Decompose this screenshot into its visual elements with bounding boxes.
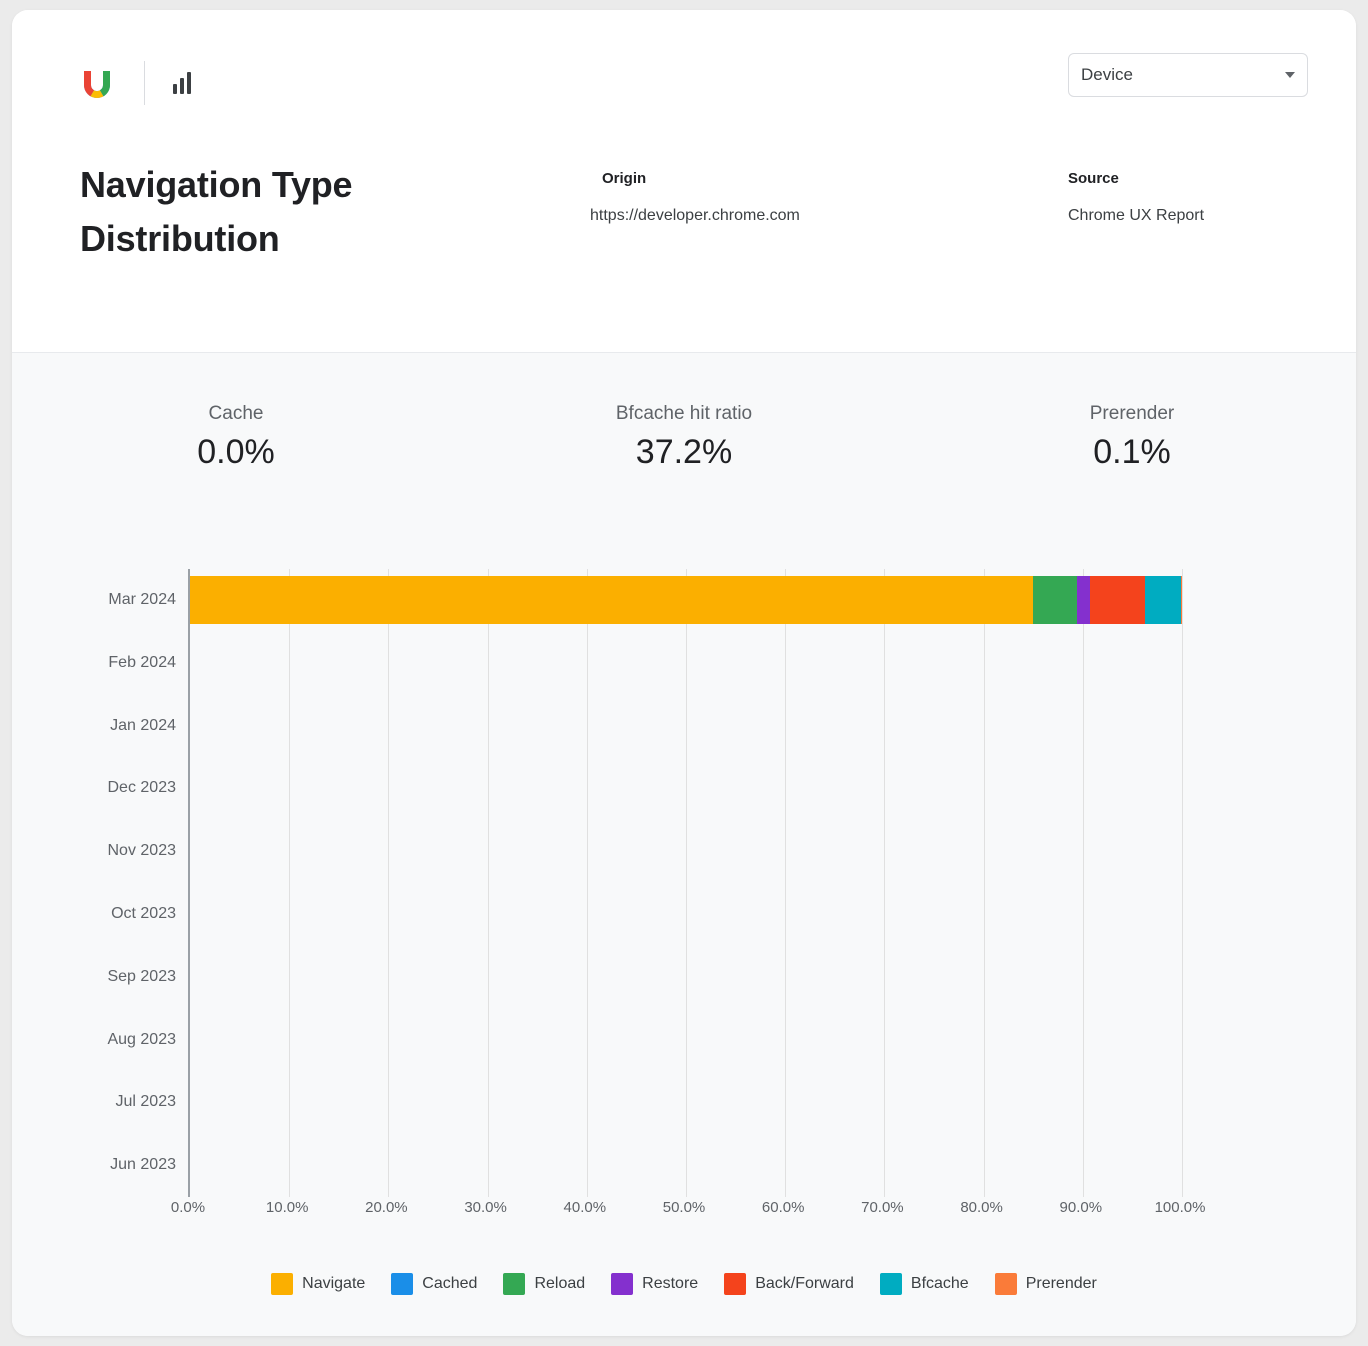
chart-y-tick-label: Jan 2024: [110, 716, 176, 734]
legend-label: Cached: [422, 1275, 478, 1292]
chart-row: [108, 569, 1180, 632]
chart-x-tick-label: 50.0%: [662, 1199, 706, 1216]
chart-y-tick-label: Feb 2024: [108, 653, 176, 671]
chart-row: [115, 1071, 1180, 1134]
report-card: [12, 10, 1356, 1336]
chart-x-tick-label: 30.0%: [464, 1199, 507, 1216]
summary-stats: [12, 403, 1356, 472]
navigation-type-chart: [12, 551, 1356, 1241]
legend-item-back-forward[interactable]: [724, 1273, 854, 1295]
stat-cache: [12, 403, 460, 472]
chart-x-tick-label: 100.0%: [1154, 1199, 1206, 1216]
chart-y-tick-label: Sep 2023: [107, 967, 176, 985]
chart-y-tick-label: Nov 2023: [107, 842, 176, 860]
legend-label: Bfcache: [910, 1275, 969, 1292]
legend-item-reload[interactable]: [503, 1273, 585, 1295]
origin-value: https://developer.chrome.com: [590, 207, 800, 224]
stat-value: 37.2%: [635, 433, 733, 471]
chart-row: [110, 695, 1180, 758]
report-header: [12, 10, 1356, 353]
stat-bfcache-hit-ratio: [460, 403, 908, 472]
bar-segment-navigate[interactable]: [190, 576, 1033, 624]
stat-label: Cache: [208, 403, 264, 424]
stat-prerender: [908, 403, 1356, 472]
chart-x-tick-label: 80.0%: [960, 1199, 1003, 1216]
stacked-bar[interactable]: [190, 576, 1182, 624]
chrome-ux-logo-icon: [80, 66, 114, 100]
bar-chart-icon[interactable]: [173, 72, 191, 94]
device-selector[interactable]: [1068, 53, 1308, 97]
stat-label: Prerender: [1089, 403, 1175, 424]
chart-row: [111, 883, 1180, 946]
brand-row: [80, 55, 191, 111]
chart-legend: [12, 1273, 1356, 1295]
legend-label: Restore: [642, 1275, 699, 1292]
chart-row: [110, 1134, 1180, 1197]
source-block: [1068, 170, 1204, 225]
legend-item-navigate[interactable]: [271, 1273, 365, 1295]
bar-segment-prerender[interactable]: [1181, 576, 1182, 624]
chart-x-tick-label: 10.0%: [265, 1199, 309, 1216]
device-selector-label: Device: [1081, 65, 1133, 84]
legend-label: Reload: [534, 1275, 586, 1292]
chevron-down-icon: [1285, 72, 1295, 78]
legend-swatch: [995, 1273, 1017, 1295]
legend-label: Prerender: [1025, 1275, 1097, 1292]
bar-segment-back-forward[interactable]: [1090, 576, 1146, 624]
legend-label: Back/Forward: [755, 1275, 854, 1292]
chart-row: [107, 946, 1180, 1009]
stat-label: Bfcache hit ratio: [615, 403, 753, 424]
chart-x-tick-label: 20.0%: [365, 1199, 408, 1216]
legend-swatch: [271, 1273, 293, 1295]
report-body: [12, 353, 1356, 1336]
chart-row: [107, 1009, 1180, 1072]
chart-y-tick-label: Oct 2023: [111, 905, 176, 922]
chart-y-tick-label: Dec 2023: [107, 779, 176, 797]
chart-x-tick-label: 60.0%: [761, 1199, 805, 1216]
legend-swatch: [724, 1273, 746, 1295]
chart-y-tick-label: Jul 2023: [115, 1093, 176, 1111]
legend-item-bfcache[interactable]: [880, 1273, 969, 1295]
chart-y-tick-label: Mar 2024: [108, 591, 176, 608]
chart-x-tick-label: 70.0%: [861, 1199, 904, 1216]
bar-segment-reload[interactable]: [1033, 576, 1077, 624]
chart-plot-area: [107, 569, 1180, 1197]
chart-x-axis: [170, 1199, 1206, 1229]
source-value: Chrome UX Report: [1068, 207, 1205, 224]
stat-value: 0.1%: [1093, 433, 1171, 471]
chart-x-tick-label: 90.0%: [1059, 1199, 1103, 1216]
legend-swatch: [391, 1273, 413, 1295]
legend-swatch: [880, 1273, 902, 1295]
legend-item-prerender[interactable]: [995, 1273, 1097, 1295]
legend-item-restore[interactable]: [611, 1273, 698, 1295]
chart-y-tick-label: Jun 2023: [110, 1156, 176, 1174]
chart-x-tick-label: 40.0%: [563, 1199, 607, 1216]
stat-value: 0.0%: [197, 433, 275, 471]
origin-label: Origin: [602, 170, 647, 187]
chart-row: [107, 757, 1180, 820]
legend-swatch: [503, 1273, 525, 1295]
origin-block: [590, 170, 800, 225]
chart-row: [107, 820, 1180, 883]
legend-label: Navigate: [302, 1275, 366, 1292]
chart-row: [108, 632, 1180, 695]
chart-x-tick-label: 0.0%: [170, 1199, 206, 1216]
source-label: Source: [1068, 170, 1119, 187]
chart-gridline: [1182, 569, 1183, 1197]
legend-item-cached[interactable]: [391, 1273, 477, 1295]
chart-y-tick-label: Aug 2023: [107, 1030, 176, 1048]
legend-swatch: [611, 1273, 633, 1295]
page-title: Navigation Type Distribution: [80, 164, 353, 259]
bar-segment-restore[interactable]: [1077, 576, 1090, 624]
bar-segment-bfcache[interactable]: [1145, 576, 1181, 624]
header-divider: [144, 61, 145, 105]
